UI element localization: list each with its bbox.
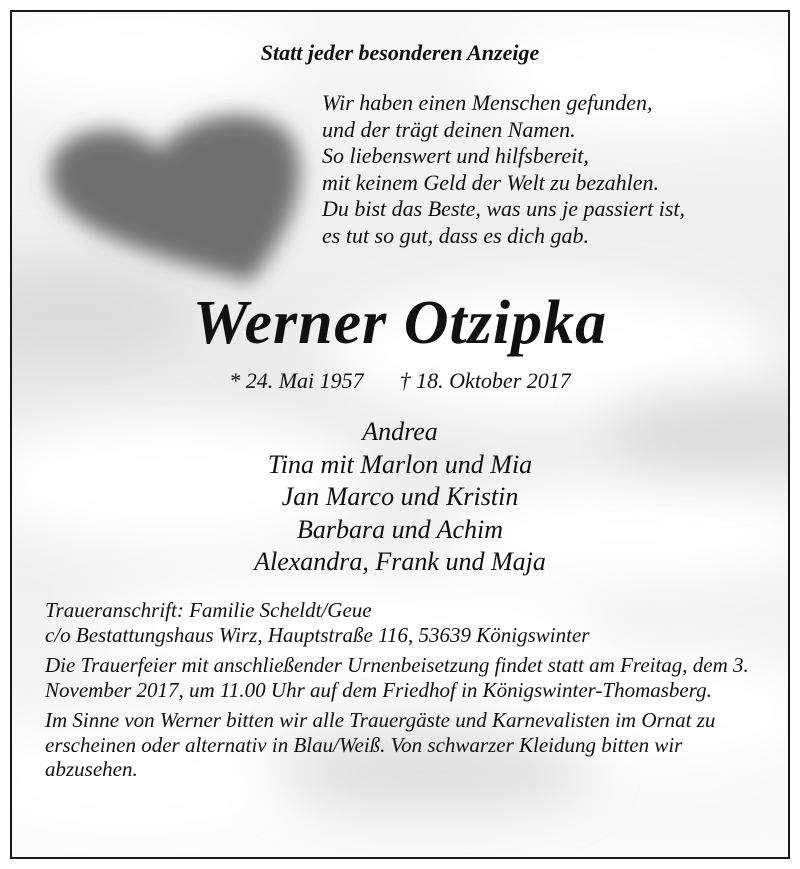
deceased-name: Werner Otzipka [192,289,608,357]
mourner-line: Andrea [362,417,438,446]
address-line: c/o Bestattungshaus Wirz, Hauptstraße 116, 53639 Königswinter [45,622,590,647]
heart-cloud-image [50,115,300,282]
mourner-line: Tina mit Marlon und Mia [267,449,533,479]
mourning-address [45,598,765,647]
poem-line: es tut so gut, dass es dich gab. [322,222,590,248]
dress-code-text: Im Sinne von Werner bitten wir alle Trauergäste und Karnevalisten im Ornat zu erscheinen oder alternativ in Blau/Weiß. Von schwarzer Kleidung bitten wir abzusehen. [45,708,716,781]
mourner-line: Alexandra, Frank und Maja [254,547,546,576]
mourner-line: Jan Marco und Kristin [281,482,519,511]
death-date: † 18. Oktober 2017 [399,368,571,393]
funeral-info [45,598,765,788]
address-line: Traueranschrift: Familie Scheldt/Geue [45,598,372,622]
mourner-line: Barbara und Achim [296,514,504,544]
poem-line: und der trägt deinen Namen. [322,116,576,142]
poem-line: Du bist das Beste, was uns je passiert ist, [322,196,686,221]
life-dates [12,368,788,394]
poem [322,90,685,249]
poem-line: Wir haben einen Menschen gefunden, [322,90,653,115]
birth-date: * 24. Mai 1957 [229,368,364,393]
announcement-heading: Statt jeder besonderen Anzeige [260,40,540,65]
poem-line: So liebenswert und hilfsbereit, [322,143,589,168]
ceremony-text: Die Trauerfeier mit anschließender Urnenbeisetzung findet statt am Freitag, dem 3. November 2017, um 11.00 Uhr auf dem Friedhof in Königswinter-Thomasberg. [45,653,749,702]
poem-line: mit keinem Geld der Welt zu bezahlen. [322,169,660,195]
obituary-frame [10,10,790,859]
mourners-list [12,416,788,579]
